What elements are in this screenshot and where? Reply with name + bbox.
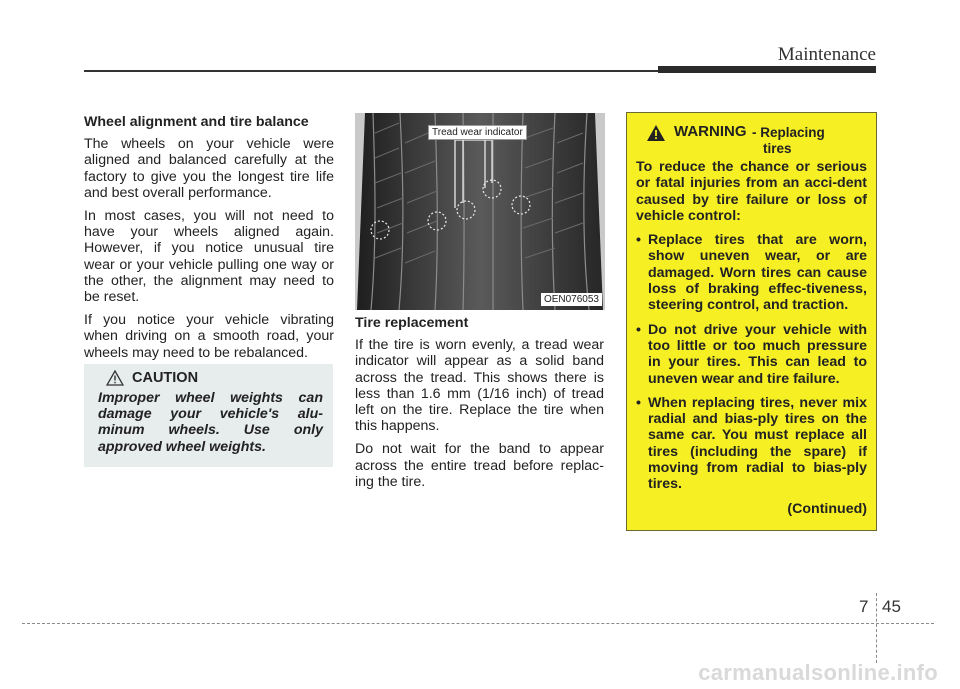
paragraph: If the tire is worn evenly, a tread wear indicator will appear as a solid band across the tread. This shows there is less than 1.6 mm (1/16 inch) of tread left on the tire. Replace the tire when this happens. <box>355 337 604 435</box>
paragraph: Do not wait for the band to appear across the entire tread before replac-ing the tire. <box>355 441 604 490</box>
warning-subtitle: - Replacing <box>752 125 825 140</box>
footer-rule <box>22 623 934 624</box>
tire-tread-figure <box>355 113 605 310</box>
heading-tire-replacement: Tire replacement <box>355 315 469 331</box>
list-item: • Replace tires that are worn, show uneven wear, or are damaged. Worn tires can cause loss of braking effec-tiveness, steering control, and traction. <box>636 232 867 313</box>
figure-code: OEN076053 <box>541 293 602 306</box>
header-rule-accent <box>658 66 876 73</box>
heading-wheel-alignment: Wheel alignment and tire balance <box>84 114 309 130</box>
page-number: 45 <box>882 597 901 616</box>
warning-list <box>636 232 867 492</box>
caution-triangle-icon <box>106 370 124 386</box>
header-rule <box>84 70 658 72</box>
warning-continued: (Continued) <box>787 500 867 517</box>
caution-text: Improper wheel weights can damage your vehicle's alu-minum wheels. Use only approved wheel weights. <box>98 390 323 455</box>
footer-divider <box>876 593 877 663</box>
list-item: • Do not drive your vehicle with too little or too much pressure in your tires. This can lead to uneven wear and tire failure. <box>636 322 867 387</box>
tire-tread-illustration <box>355 113 605 310</box>
caution-box <box>84 364 333 467</box>
warning-subtitle-line2: tires <box>763 141 792 156</box>
warning-box <box>626 112 877 531</box>
section-title: Maintenance <box>777 44 876 65</box>
paragraph: If you notice your vehicle vibrating when driving on a smooth road, your wheels may need to be rebalanced. <box>84 312 334 361</box>
warning-intro: To reduce the chance or serious or fatal injuries from an acci-dent caused by tire failure or loss of vehicle control: <box>636 159 867 224</box>
column-left <box>84 114 334 368</box>
warning-title: WARNING <box>674 123 747 140</box>
caution-title: CAUTION <box>132 370 199 386</box>
chapter-number: 7 <box>859 597 869 616</box>
list-item: • When replacing tires, never mix radial and bias-ply tires on the same car. You must replace all tires (including the spare) if moving from radial to bias-ply tires. <box>636 395 867 493</box>
watermark: carmanualsonline.info <box>698 660 938 685</box>
paragraph: In most cases, you will not need to have your wheels aligned again. However, if you notice unusual tire wear or your vehicle pulling one way or the other, the alignment may need to be reset. <box>84 208 334 306</box>
paragraph: The wheels on your vehicle were aligned and balanced carefully at the factory to give you the longest tire life and best overall performance. <box>84 136 334 201</box>
column-middle <box>355 315 604 497</box>
warning-triangle-icon <box>646 124 666 142</box>
figure-callout-label: Tread wear indicator <box>428 125 527 140</box>
